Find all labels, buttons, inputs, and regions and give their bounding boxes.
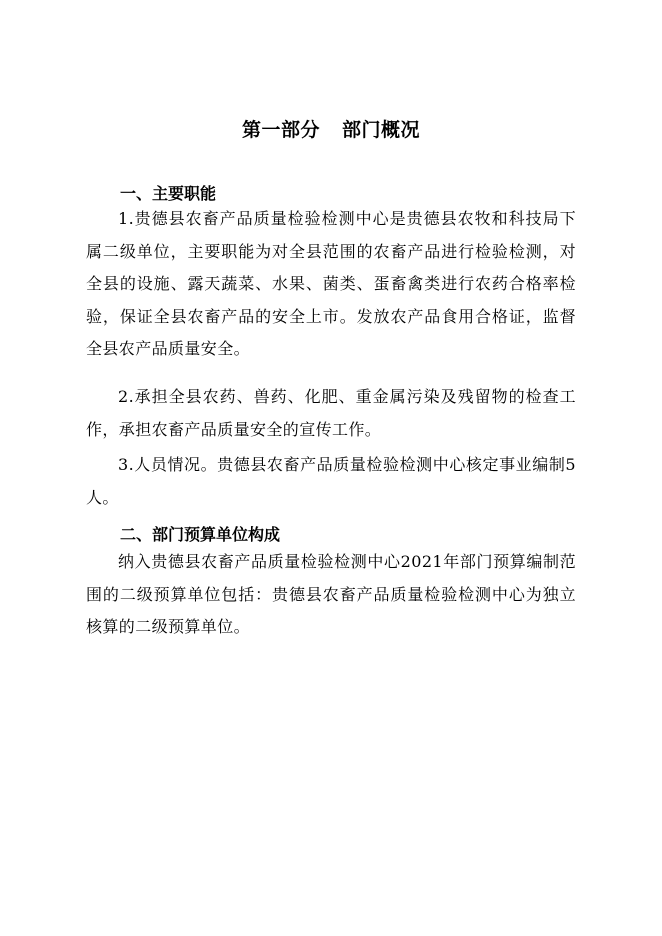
paragraph-functions-1: 1.贵德县农畜产品质量检验检测中心是贵德县农牧和科技局下属二级单位，主要职能为对全县范围的农畜产品进行检验检测，对全县的设施、露天蔬菜、水果、菌类、蛋畜禽类进行农药合格率检验，保证全县农畜产品的安全上市。发放农产品食用合格证，监督全县农产品质量安全。	[86, 209, 576, 358]
paragraph-functions-2: 2.承担全县农药、兽药、化肥、重金属污染及残留物的检查工作，承担农畜产品质量安全的宣传工作。	[86, 387, 576, 439]
section-heading-budget-units: 二、部门预算单位构成	[120, 525, 281, 544]
title-name: 部门概况	[342, 119, 421, 141]
paragraph-budget-units: 纳入贵德县农畜产品质量检验检测中心2021年部门预算编制范围的二级预算单位包括：贵德县农畜产品质量检验检测中心为独立核算的二级预算单位。	[86, 552, 576, 636]
section-heading-main-functions: 一、主要职能	[120, 184, 217, 203]
paragraph-functions-3: 3.人员情况。贵德县农畜产品质量检验检测中心核定事业编制5人。	[86, 455, 576, 507]
page-title	[0, 116, 662, 144]
title-part: 第一部分	[241, 119, 320, 141]
